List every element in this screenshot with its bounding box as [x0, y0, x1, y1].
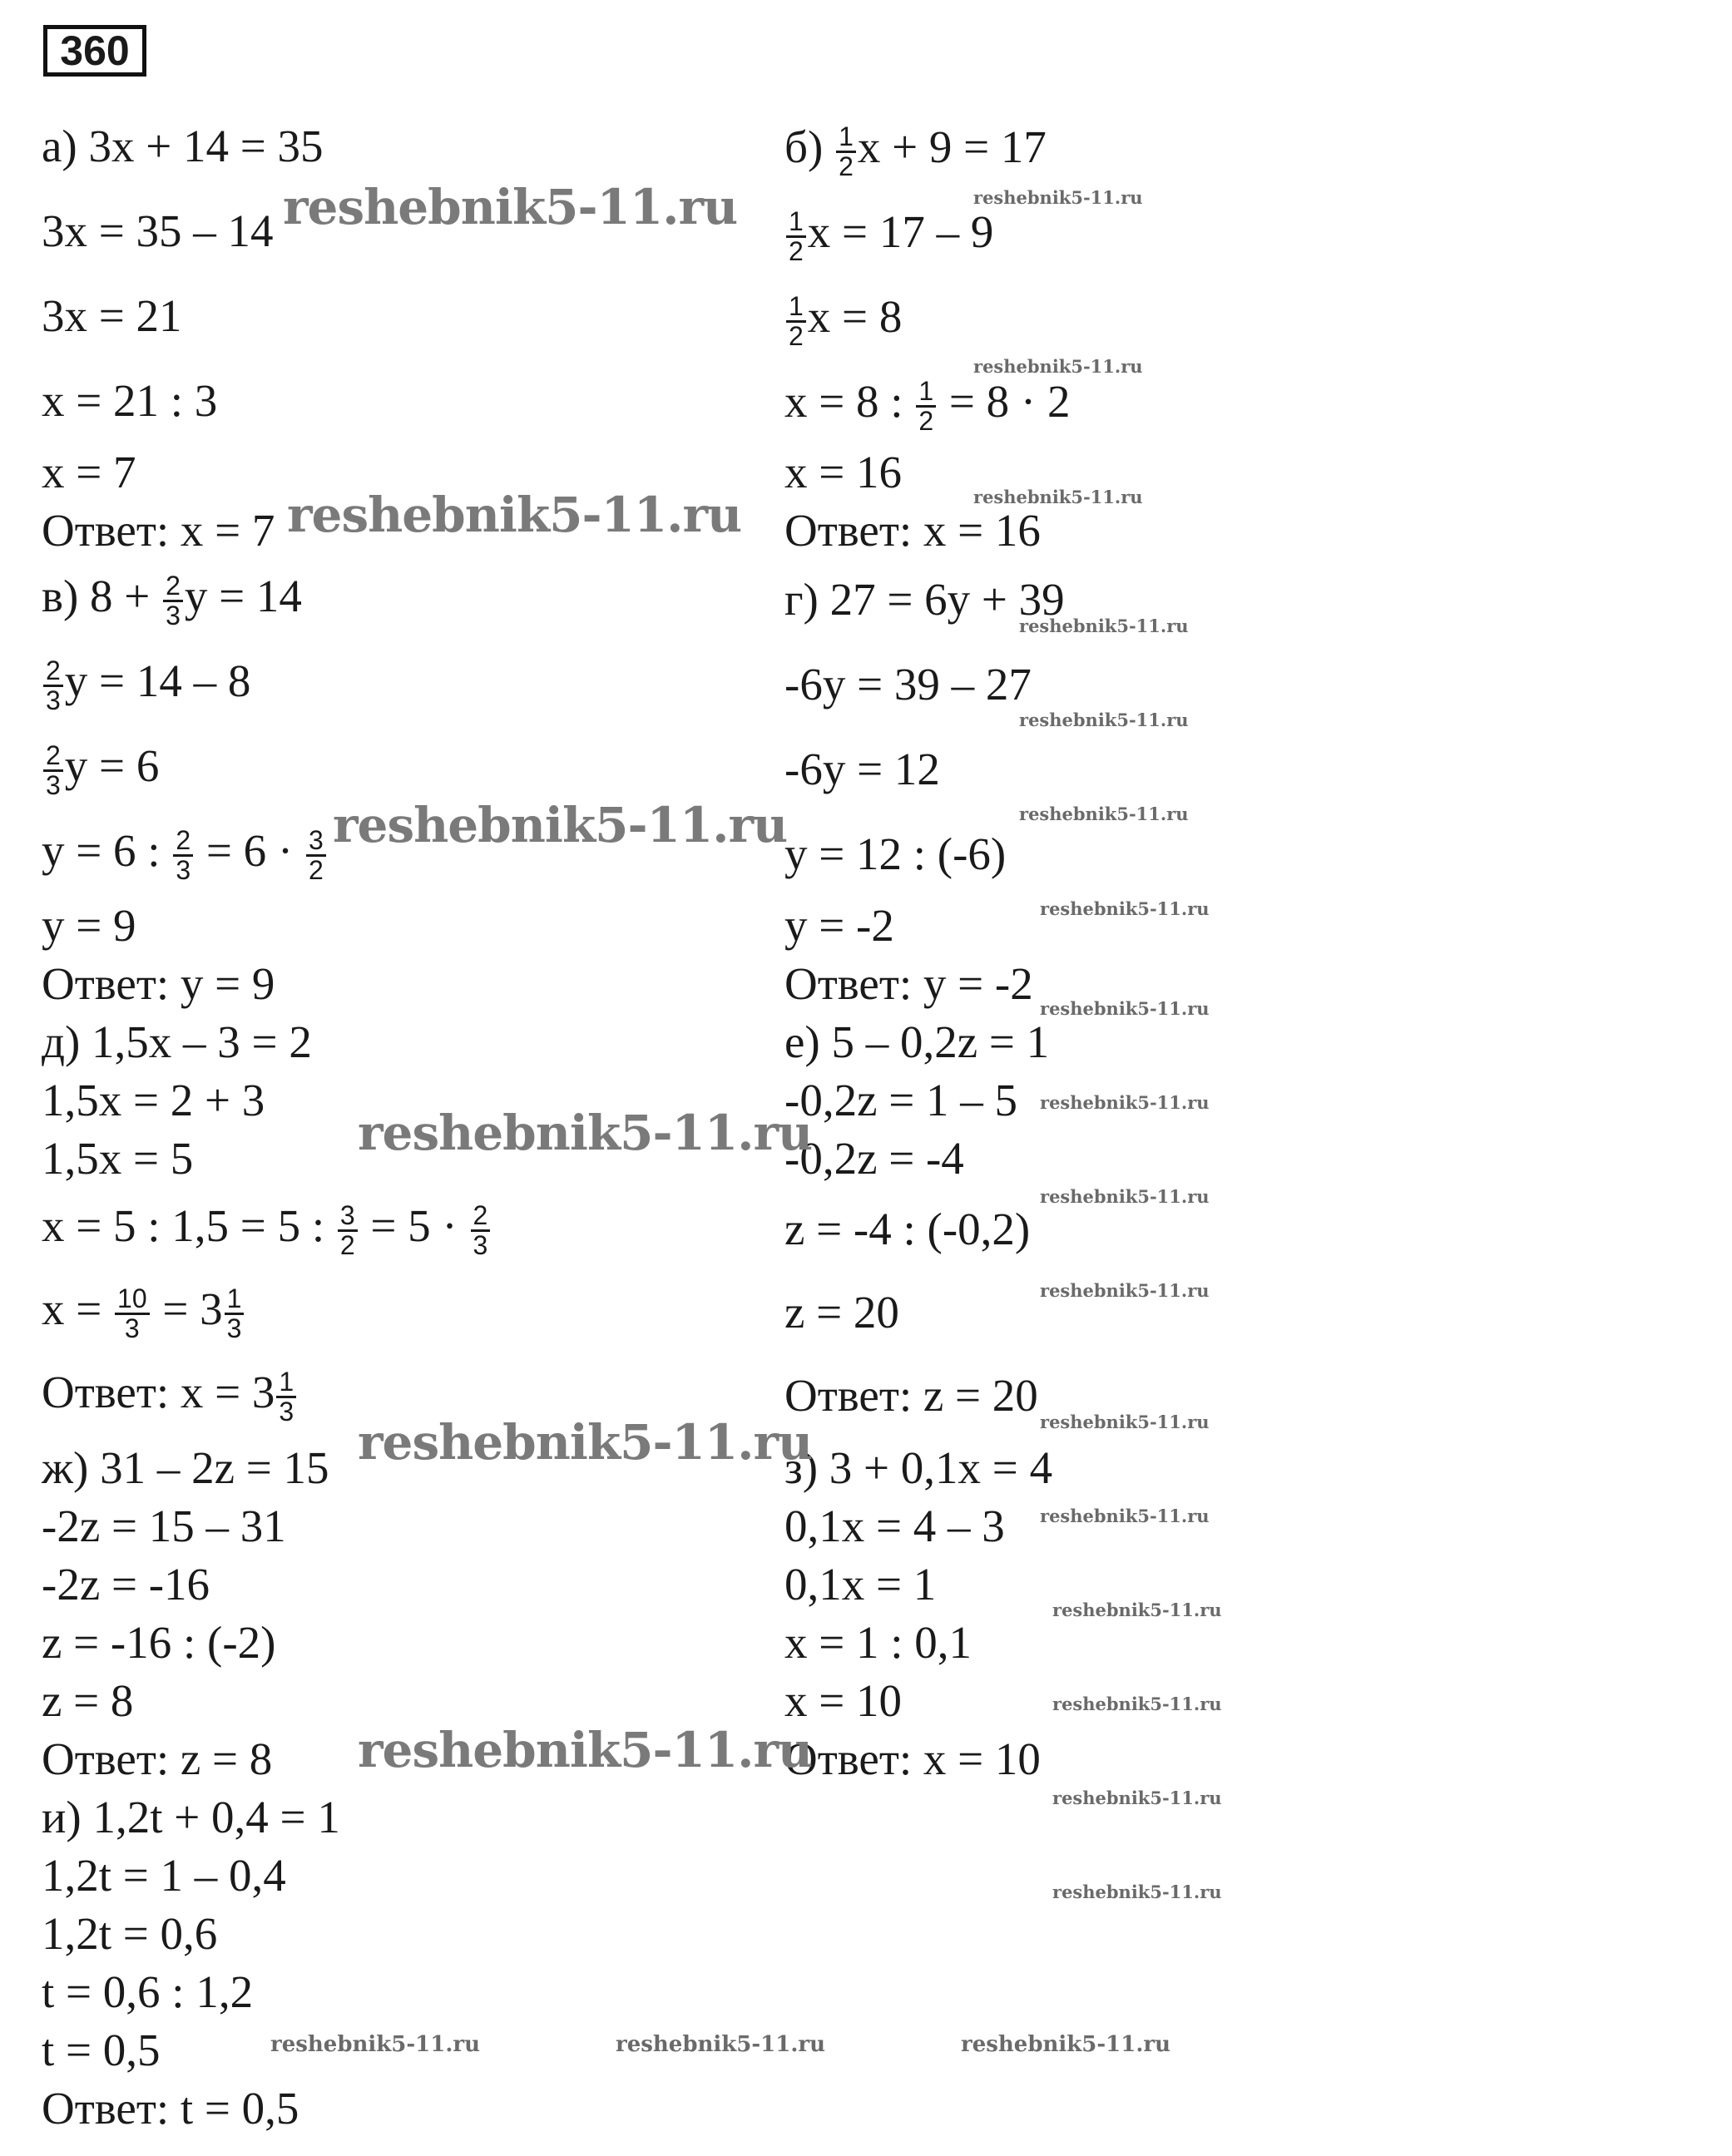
fraction-one-half: $\frac{1}{2}$ [786, 208, 806, 265]
i-answer: Ответ: t = 0,5 [42, 2083, 299, 2134]
fraction-one-half: $\frac{1}{2}$ [916, 378, 936, 434]
g-line-2: -6у = 39 – 27 [784, 659, 1032, 710]
g-line-1: г) 27 = 6у + 39 [784, 574, 1065, 625]
fraction-two-thirds: $\frac{2}{3}$ [43, 742, 63, 799]
d-line-2: 1,5х = 2 + 3 [42, 1075, 265, 1125]
v-line-4: у = 6 : $\frac{2}{3}$ = 6 · $\frac{3}{2}$ [42, 827, 328, 883]
b-line-4: х = 8 : $\frac{1}{2}$ = 8 · 2 [784, 375, 1071, 436]
task-number-box: 360 [43, 25, 146, 77]
b-line-5: х = 16 [784, 447, 903, 497]
z-line-4: х = 1 : 0,1 [784, 1617, 972, 1668]
fraction-two-thirds: $\frac{2}{3}$ [471, 1202, 491, 1258]
zh-line-3: -2z = -16 [42, 1559, 210, 1610]
zh-line-5: z = 8 [42, 1675, 134, 1726]
v-line-5: у = 9 [42, 900, 136, 951]
b-answer: Ответ: х = 16 [784, 505, 1041, 556]
fraction-two-thirds: $\frac{2}{3}$ [173, 827, 193, 883]
watermark: reshebnik5-11.ru [1040, 998, 1210, 1019]
e-line-1: е) 5 – 0,2z = 1 [784, 1016, 1050, 1067]
d-line-5: х = $\frac{10}{3}$ = 3 $\frac{1}{3}$ [42, 1285, 245, 1342]
i-line-1: и) 1,2t + 0,4 = 1 [42, 1792, 340, 1842]
v-line-3: $\frac{2}{3}$ у = 6 [42, 742, 159, 799]
b-line-2: $\frac{1}{2}$ х = 17 – 9 [784, 208, 993, 265]
g-line-5: у = -2 [784, 900, 894, 951]
z-line-5: х = 10 [784, 1675, 903, 1726]
fraction-one-half: $\frac{1}{2}$ [786, 293, 806, 349]
watermark: reshebnik5-11.ru [270, 2032, 481, 2057]
watermark: reshebnik5-11.ru [1019, 710, 1189, 730]
watermark: reshebnik5-11.ru [1019, 804, 1189, 824]
i-line-4: t = 0,6 : 1,2 [42, 1966, 254, 2017]
a-line-5: х = 7 [42, 447, 136, 497]
a-line-2: 3х = 35 – 14 [42, 205, 274, 256]
fraction-one-half: $\frac{1}{2}$ [836, 123, 856, 180]
fraction-two-thirds: $\frac{2}{3}$ [163, 572, 183, 629]
d-answer: Ответ: х = 3 $\frac{1}{3}$ [42, 1368, 298, 1425]
a-line-1: а) 3х + 14 = 35 [42, 121, 324, 171]
watermark: reshebnik5-11.ru [616, 2032, 826, 2057]
watermark: reshebnik5-11.ru [1040, 1280, 1210, 1301]
b-line-1: б) $\frac{1}{2}$ х + 9 = 17 [784, 121, 1047, 181]
watermark: reshebnik5-11.ru [1040, 1506, 1210, 1526]
z-answer: Ответ: х = 10 [784, 1733, 1041, 1784]
a-line-4: х = 21 : 3 [42, 375, 218, 426]
d-line-4: х = 5 : 1,5 = 5 : $\frac{3}{2}$ = 5 · $\frac{2}{3}$ [42, 1202, 492, 1258]
zh-line-1: ж) 31 – 2z = 15 [42, 1442, 329, 1493]
e-line-4: z = -4 : (-0,2) [784, 1204, 1031, 1254]
a-line-3: 3х = 21 [42, 290, 182, 341]
watermark: reshebnik5-11.ru [973, 356, 1143, 377]
i-line-3: 1,2t = 0,6 [42, 1908, 218, 1959]
watermark: reshebnik5-11.ru [1052, 1600, 1222, 1620]
i-line-2: 1,2t = 1 – 0,4 [42, 1850, 286, 1901]
fraction-three-halves: $\frac{3}{2}$ [338, 1202, 358, 1258]
watermark: reshebnik5-11.ru [1052, 1882, 1222, 1902]
a-answer: Ответ: х = 7 [42, 505, 275, 556]
watermark: reshebnik5-11.ru [1019, 616, 1189, 636]
e-answer: Ответ: z = 20 [784, 1370, 1038, 1421]
zh-line-4: z = -16 : (-2) [42, 1617, 276, 1668]
watermark: reshebnik5-11.ru [358, 1414, 813, 1471]
watermark: reshebnik5-11.ru [358, 1105, 813, 1161]
z-line-1: з) 3 + 0,1х = 4 [784, 1442, 1053, 1493]
fraction-one-third: $\frac{1}{3}$ [276, 1368, 296, 1425]
i-line-5: t = 0,5 [42, 2025, 161, 2075]
watermark: reshebnik5-11.ru [1040, 1186, 1210, 1207]
watermark: reshebnik5-11.ru [1052, 1788, 1222, 1808]
g-line-4: у = 12 : (-6) [784, 828, 1007, 879]
fraction-two-thirds: $\frac{2}{3}$ [43, 657, 63, 714]
watermark: reshebnik5-11.ru [1040, 898, 1210, 919]
watermark: reshebnik5-11.ru [287, 487, 742, 543]
watermark: reshebnik5-11.ru [1040, 1092, 1210, 1113]
watermark: reshebnik5-11.ru [333, 797, 788, 853]
v-line-1: в) 8 + $\frac{2}{3}$ у = 14 [42, 570, 302, 630]
watermark: reshebnik5-11.ru [973, 187, 1143, 208]
v-answer: Ответ: у = 9 [42, 958, 275, 1009]
fraction-one-third: $\frac{1}{3}$ [225, 1285, 245, 1342]
watermark: reshebnik5-11.ru [283, 179, 738, 235]
b-line-3: $\frac{1}{2}$ х = 8 [784, 293, 902, 349]
e-line-2: -0,2z = 1 – 5 [784, 1075, 1017, 1125]
watermark: reshebnik5-11.ru [973, 487, 1143, 507]
watermark: reshebnik5-11.ru [1040, 1412, 1210, 1432]
z-line-3: 0,1х = 1 [784, 1559, 937, 1610]
g-line-3: -6у = 12 [784, 744, 940, 794]
zh-answer: Ответ: z = 8 [42, 1733, 273, 1784]
d-line-1: д) 1,5х – 3 = 2 [42, 1016, 312, 1067]
fraction-ten-thirds: $\frac{10}{3}$ [115, 1285, 150, 1342]
e-line-3: -0,2z = -4 [784, 1133, 964, 1184]
v-line-2: $\frac{2}{3}$ у = 14 – 8 [42, 657, 250, 714]
d-line-3: 1,5х = 5 [42, 1133, 194, 1184]
watermark: reshebnik5-11.ru [1052, 1694, 1222, 1714]
watermark: reshebnik5-11.ru [358, 1722, 813, 1778]
z-line-2: 0,1х = 4 – 3 [784, 1501, 1005, 1551]
g-answer: Ответ: у = -2 [784, 958, 1033, 1009]
zh-line-2: -2z = 15 – 31 [42, 1501, 286, 1551]
e-line-5: z = 20 [784, 1287, 899, 1338]
fraction-three-halves: $\frac{3}{2}$ [306, 827, 326, 883]
watermark: reshebnik5-11.ru [961, 2032, 1171, 2057]
